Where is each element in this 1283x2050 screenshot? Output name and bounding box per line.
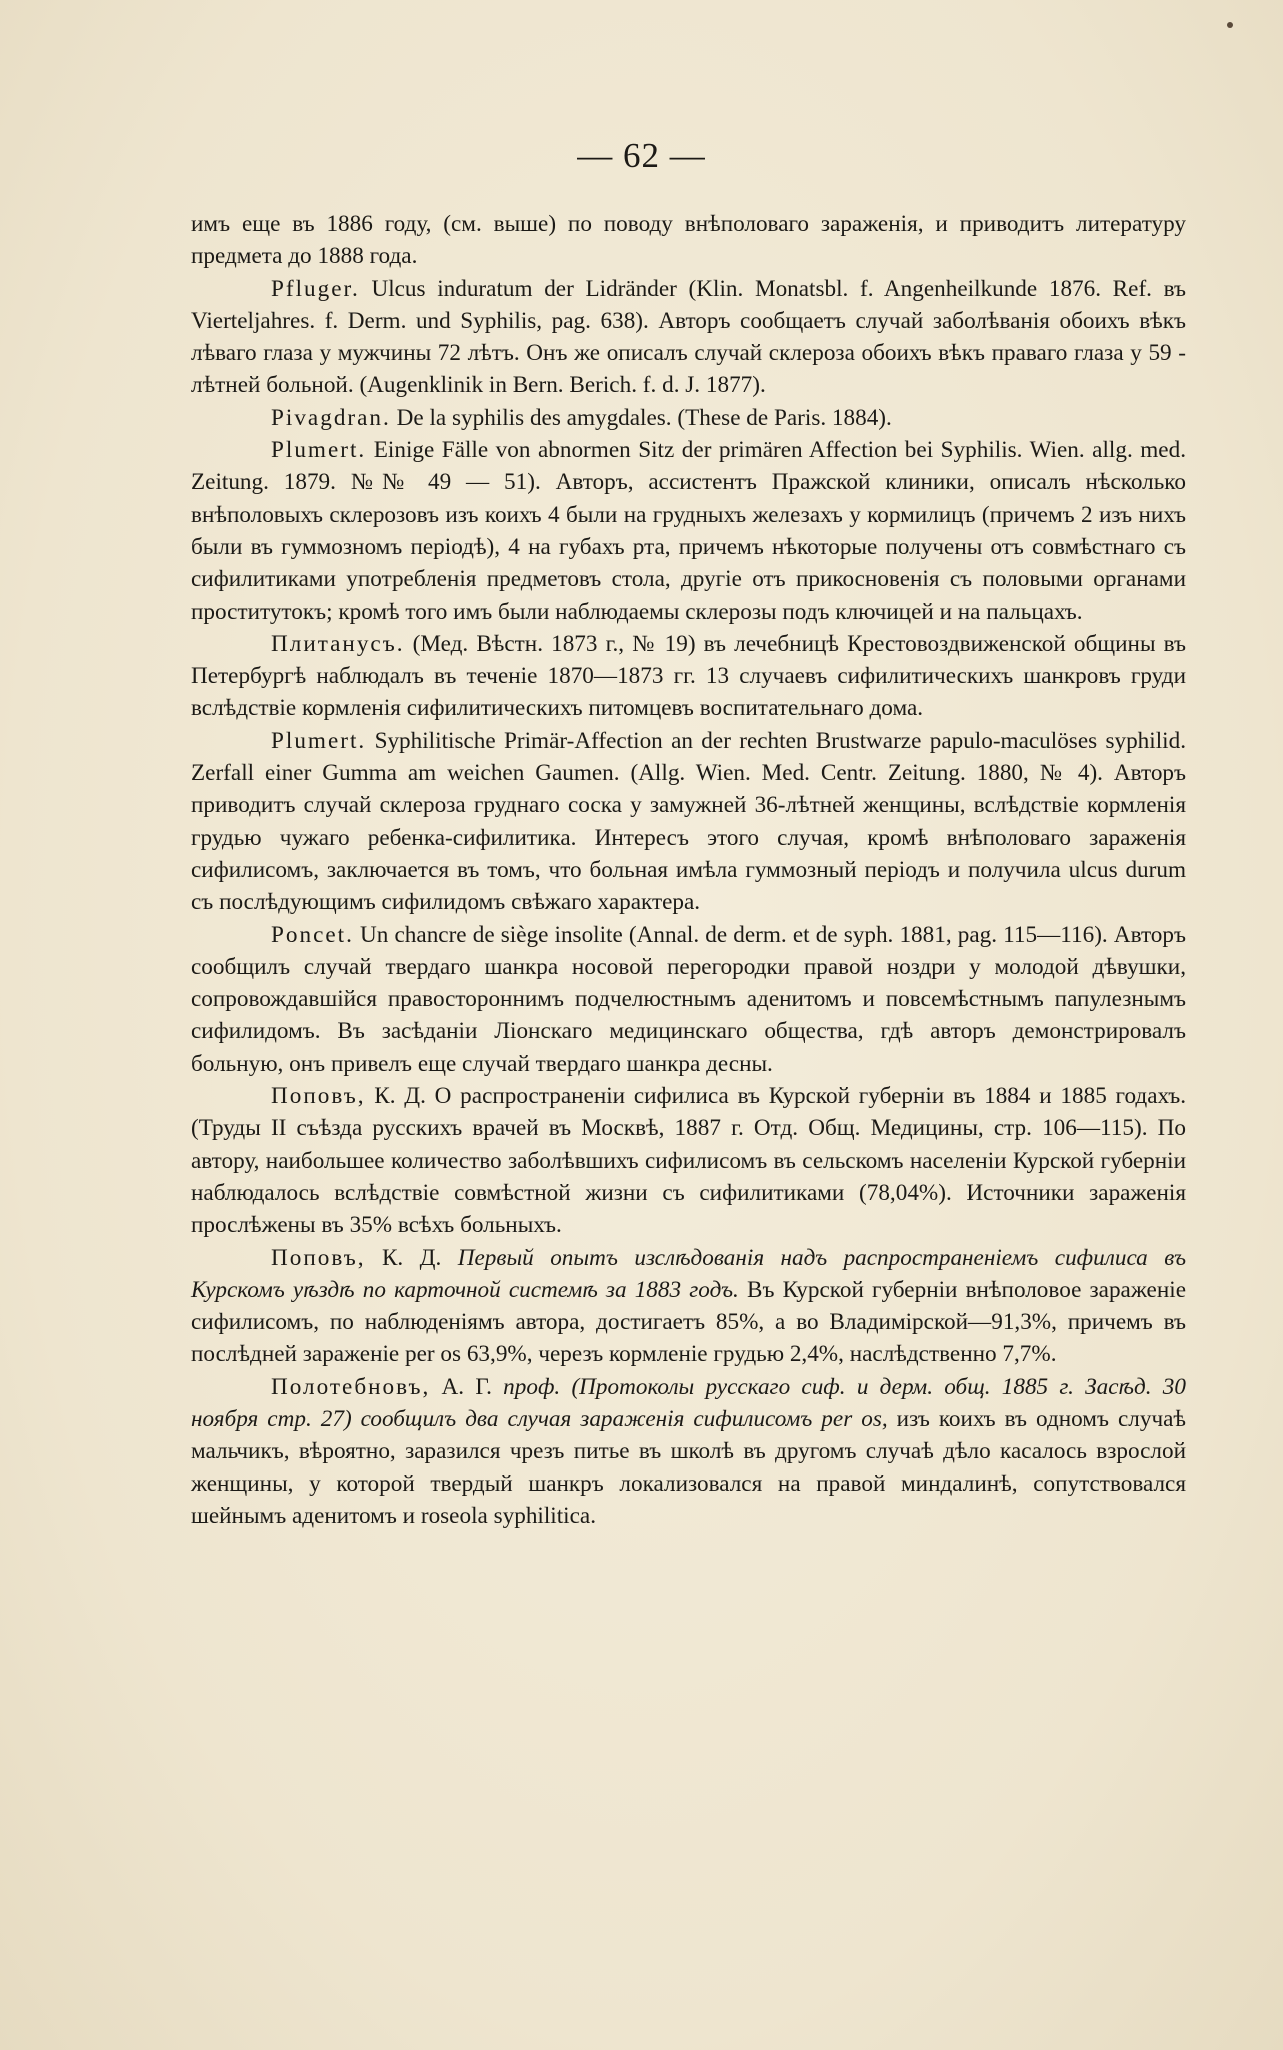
entry-poncet bbox=[191, 919, 1186, 1080]
entry-plitanus bbox=[191, 628, 1186, 725]
entry-title-italic: Первый опытъ изслѣдованія надъ распространеніемъ сифилиса въ Курскомъ уѣздѣ по карточной системѣ за 1883 годъ. bbox=[191, 1244, 1186, 1303]
entry-author: Plumert. bbox=[271, 437, 367, 464]
entry-author: Полотебновъ, bbox=[271, 1373, 431, 1400]
entry-text: Einige Fälle von abnormen Sitz der primären Affection bei Syphilis. Wien. allg. med. Zeitung. 1879. №№ 49 — 51). Авторъ, ассистентъ Пражской клиники, описалъ нѣсколько внѣполовыхъ склерозовъ изъ коихъ 4 были на грудныхъ железахъ у кормилицъ (причемъ 2 изъ нихъ были въ гуммозномъ періодѣ), 4 на губахъ рта, причемъ нѣкоторые получены отъ совмѣстнаго съ сифилитиками употребленія предметовъ стола, другіе отъ прикосновенія съ половыми органами проститутокъ; кромѣ того имъ были наблюдаемы склерозы подъ ключицей и на пальцахъ. bbox=[191, 437, 1186, 625]
entry-text: К. Д. О распространеніи сифилиса въ Курской губерніи въ 1884 и 1885 годахъ. (Труды II съѣзда русскихъ врачей въ Москвѣ, 1887 г. Отд. Общ. Медицины, стр. 106—115). По автору, наибольшее количество заболѣвшихъ сифилисомъ въ сельскомъ населеніи Курской губерніи наблюдалось вслѣдствіе совмѣстной жизни съ сифилитиками (78,04%). Источники зараженія прослѣжены въ 35% всѣхъ больныхъ. bbox=[191, 1083, 1186, 1239]
paragraph-text: имъ еще въ 1886 году, (см. выше) по поводу внѣполоваго зараженія, и приводитъ литературу предмета до 1888 года. bbox=[191, 211, 1186, 270]
entry-initials: К. Д. bbox=[365, 1244, 458, 1271]
entry-text: изъ коихъ въ одномъ случаѣ мальчикъ, вѣроятно, заразился чрезъ питье въ школѣ въ другомъ случаѣ дѣло касалось взрослой женщины, у которой твердый шанкръ локализовался на правой миндалинѣ, сопутствовался шейнымъ аденитомъ и roseola syphilitica. bbox=[191, 1405, 1186, 1529]
paragraph-continuation bbox=[191, 208, 1186, 273]
entry-pfluger bbox=[191, 273, 1186, 402]
entry-pivagdran bbox=[191, 402, 1186, 434]
entry-popov-1 bbox=[191, 1080, 1186, 1241]
ink-speck bbox=[1227, 22, 1233, 28]
entry-text: Syphilitische Primär-Affection an der rechten Brustwarze papulo-maculöses syphilid. Zerfall einer Gumma am weichen Gaumen. (Allg. Wien. Med. Centr. Zeitung. 1880, № 4). Авторъ приводитъ случай склероза груднаго соска у замужней 36-лѣтней женщины, вслѣдствіе кормленія грудью чужаго ребенка-сифилитика. Интересъ этого случая, кромѣ внѣполоваго зараженія сифилисомъ, заключается въ томъ, что больная имѣла гуммозный періодъ и получила ulcus durum съ послѣдующимъ сифилидомъ свѣжаго характера. bbox=[191, 727, 1186, 916]
entry-text: De la syphilis des amygdales. (These de Paris. 1884). bbox=[390, 404, 892, 431]
entry-author: Pivagdran. bbox=[271, 404, 391, 431]
entry-text: Un chancre de siège insolite (Annal. de derm. et de syph. 1881, pag. 115—116). Авторъ сообщилъ случай твердаго шанкра носовой перегородки правой ноздри у молодой дѣвушки, сопровождавшійся правостороннимъ подчелюстнымъ аденитомъ и повсемѣстнымъ папулезнымъ сифилидомъ. Въ засѣданіи Ліонскаго медицинскаго общества, гдѣ авторъ демонстрировалъ больную, онъ привелъ еще случай твердаго шанкра десны. bbox=[191, 921, 1186, 1077]
entry-author: Pfluger. bbox=[271, 275, 360, 302]
entry-author: Poncet. bbox=[271, 921, 354, 948]
entry-initials: А. Г. bbox=[430, 1373, 504, 1400]
entry-author: Поповъ, bbox=[271, 1083, 366, 1110]
entry-plumert-2 bbox=[191, 725, 1186, 919]
entry-author: Plumert. bbox=[271, 727, 367, 754]
entry-popov-2 bbox=[191, 1242, 1186, 1371]
entry-author: Плитанусъ. bbox=[271, 630, 405, 657]
entry-text: Ulcus induratum der Lidränder (Klin. Monatsbl. f. Angenheilkunde 1876. Ref. въ Vierteljahres. f. Derm. und Syphilis, pag. 638). Авторъ сообщаетъ случай заболѣванія обоихъ вѣкъ лѣваго глаза у мужчины 72 лѣтъ. Онъ же описалъ случай склероза обоихъ вѣкъ праваго глаза у 59 - лѣтней больной. (Augenklinik in Bern. Berich. f. d. J. 1877). bbox=[191, 275, 1186, 399]
entry-plumert-1 bbox=[191, 434, 1186, 628]
entry-text: Въ Курской губерніи внѣполовое зараженіе сифилисомъ, по наблюденіямъ автора, достигаетъ 85%, а во Владимірской—91,3%, причемъ въ послѣдней зараженіе per os 63,9%, черезъ кормленіе грудью 2,4%, наслѣдственно 7,7%. bbox=[191, 1276, 1186, 1368]
entry-title-italic: проф. (Протоколы русскаго сиф. и дерм. общ. 1885 г. Засѣд. 30 ноября стр. 27) сообщилъ два случая зараженія сифилисомъ per os, bbox=[191, 1373, 1186, 1432]
page-number: — 62 — bbox=[577, 136, 706, 175]
body-text bbox=[191, 208, 1186, 1532]
entry-author: Поповъ, bbox=[271, 1244, 366, 1271]
entry-polotebnov bbox=[191, 1371, 1186, 1532]
entry-text: (Мед. Вѣстн. 1873 г., № 19) въ лечебницѣ Крестовоздвиженской общины въ Петербургѣ наблюдалъ въ теченіе 1870—1873 гг. 13 случаевъ сифилитическихъ шанкровъ груди вслѣдствіе кормленія сифилитическихъ питомцевъ воспитательнаго дома. bbox=[191, 630, 1186, 722]
